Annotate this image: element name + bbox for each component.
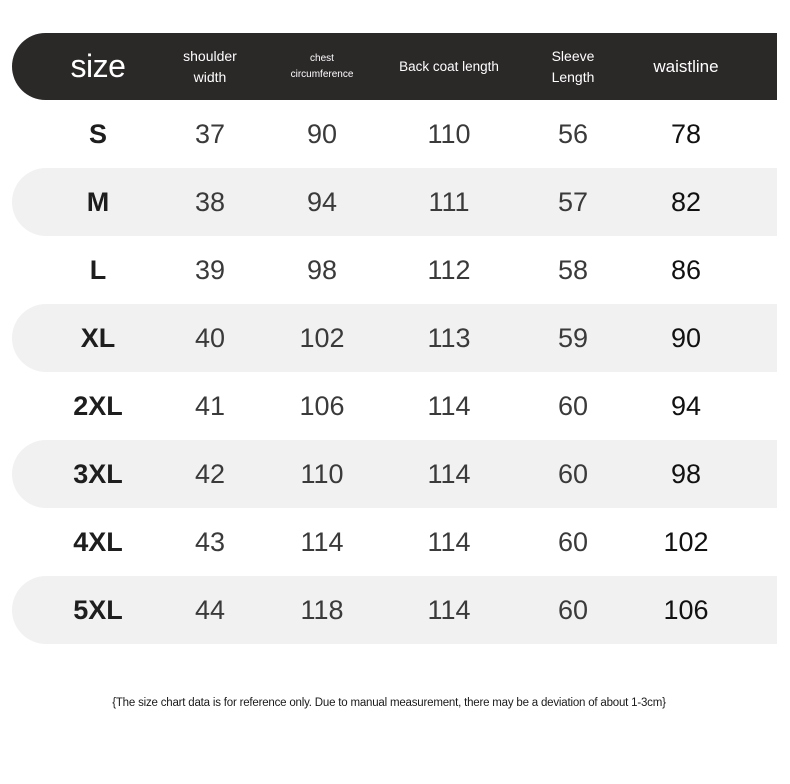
table-row bbox=[12, 372, 777, 440]
size-cell: 3XL bbox=[73, 458, 123, 489]
table-row bbox=[12, 236, 777, 304]
waist-cell: 98 bbox=[670, 458, 702, 489]
header-chest-circumference: chest circumference bbox=[290, 52, 354, 80]
shoulder-cell: 37 bbox=[194, 118, 226, 149]
back-length-cell: 114 bbox=[427, 526, 471, 557]
back-length-cell: 110 bbox=[427, 118, 471, 149]
shoulder-cell: 43 bbox=[194, 526, 226, 557]
back-length-cell: 114 bbox=[427, 390, 471, 421]
table-row bbox=[12, 304, 777, 372]
waist-cell: 102 bbox=[663, 526, 709, 557]
table-row bbox=[12, 576, 777, 644]
chest-cell: 98 bbox=[306, 254, 338, 285]
waist-cell: 94 bbox=[670, 390, 702, 421]
waist-cell: 106 bbox=[663, 594, 709, 625]
size-cell: S bbox=[88, 118, 107, 149]
table-row bbox=[12, 168, 777, 236]
shoulder-cell: 40 bbox=[194, 322, 226, 353]
sleeve-cell: 60 bbox=[557, 390, 589, 421]
back-length-cell: 114 bbox=[427, 594, 471, 625]
sleeve-cell: 57 bbox=[557, 186, 589, 217]
sleeve-cell: 60 bbox=[557, 594, 589, 625]
table-row bbox=[12, 440, 777, 508]
chest-cell: 110 bbox=[300, 458, 344, 489]
header-shoulder-width: shoulder width bbox=[183, 47, 237, 85]
waist-cell: 86 bbox=[670, 254, 702, 285]
header-back-coat-length: Back coat length bbox=[399, 59, 499, 74]
chest-cell: 102 bbox=[299, 322, 345, 353]
header-sleeve-length: Sleeve Length bbox=[551, 47, 595, 85]
sleeve-cell: 60 bbox=[557, 526, 589, 557]
back-length-cell: 114 bbox=[427, 458, 471, 489]
header-waistline: waistline bbox=[653, 56, 719, 76]
size-cell: M bbox=[86, 186, 110, 217]
waist-cell: 90 bbox=[670, 322, 702, 353]
chest-cell: 114 bbox=[300, 526, 344, 557]
waist-cell: 78 bbox=[670, 118, 702, 149]
back-length-cell: 111 bbox=[428, 186, 470, 217]
reference-note: {The size chart data is for reference only. Due to manual measurement, there may be a deviation of about 1-3cm} bbox=[112, 697, 666, 709]
chest-cell: 90 bbox=[306, 118, 338, 149]
size-cell: L bbox=[89, 254, 107, 285]
shoulder-cell: 41 bbox=[194, 390, 226, 421]
chest-cell: 106 bbox=[299, 390, 345, 421]
chest-cell: 118 bbox=[300, 594, 344, 625]
table-header bbox=[12, 33, 777, 100]
shoulder-cell: 42 bbox=[194, 458, 226, 489]
size-cell: 2XL bbox=[73, 390, 123, 421]
size-chart-table bbox=[12, 33, 777, 644]
chest-cell: 94 bbox=[306, 186, 338, 217]
shoulder-cell: 38 bbox=[194, 186, 226, 217]
sleeve-cell: 58 bbox=[557, 254, 589, 285]
waist-cell: 82 bbox=[670, 186, 702, 217]
table-row bbox=[12, 100, 777, 168]
size-cell: XL bbox=[80, 322, 116, 353]
back-length-cell: 112 bbox=[427, 254, 471, 285]
header-size: size bbox=[70, 48, 126, 84]
shoulder-cell: 39 bbox=[194, 254, 226, 285]
shoulder-cell: 44 bbox=[194, 594, 226, 625]
sleeve-cell: 60 bbox=[557, 458, 589, 489]
size-cell: 4XL bbox=[73, 526, 123, 557]
size-cell: 5XL bbox=[73, 594, 123, 625]
sleeve-cell: 59 bbox=[557, 322, 589, 353]
table-row bbox=[12, 508, 777, 576]
back-length-cell: 113 bbox=[427, 322, 471, 353]
sleeve-cell: 56 bbox=[557, 118, 589, 149]
